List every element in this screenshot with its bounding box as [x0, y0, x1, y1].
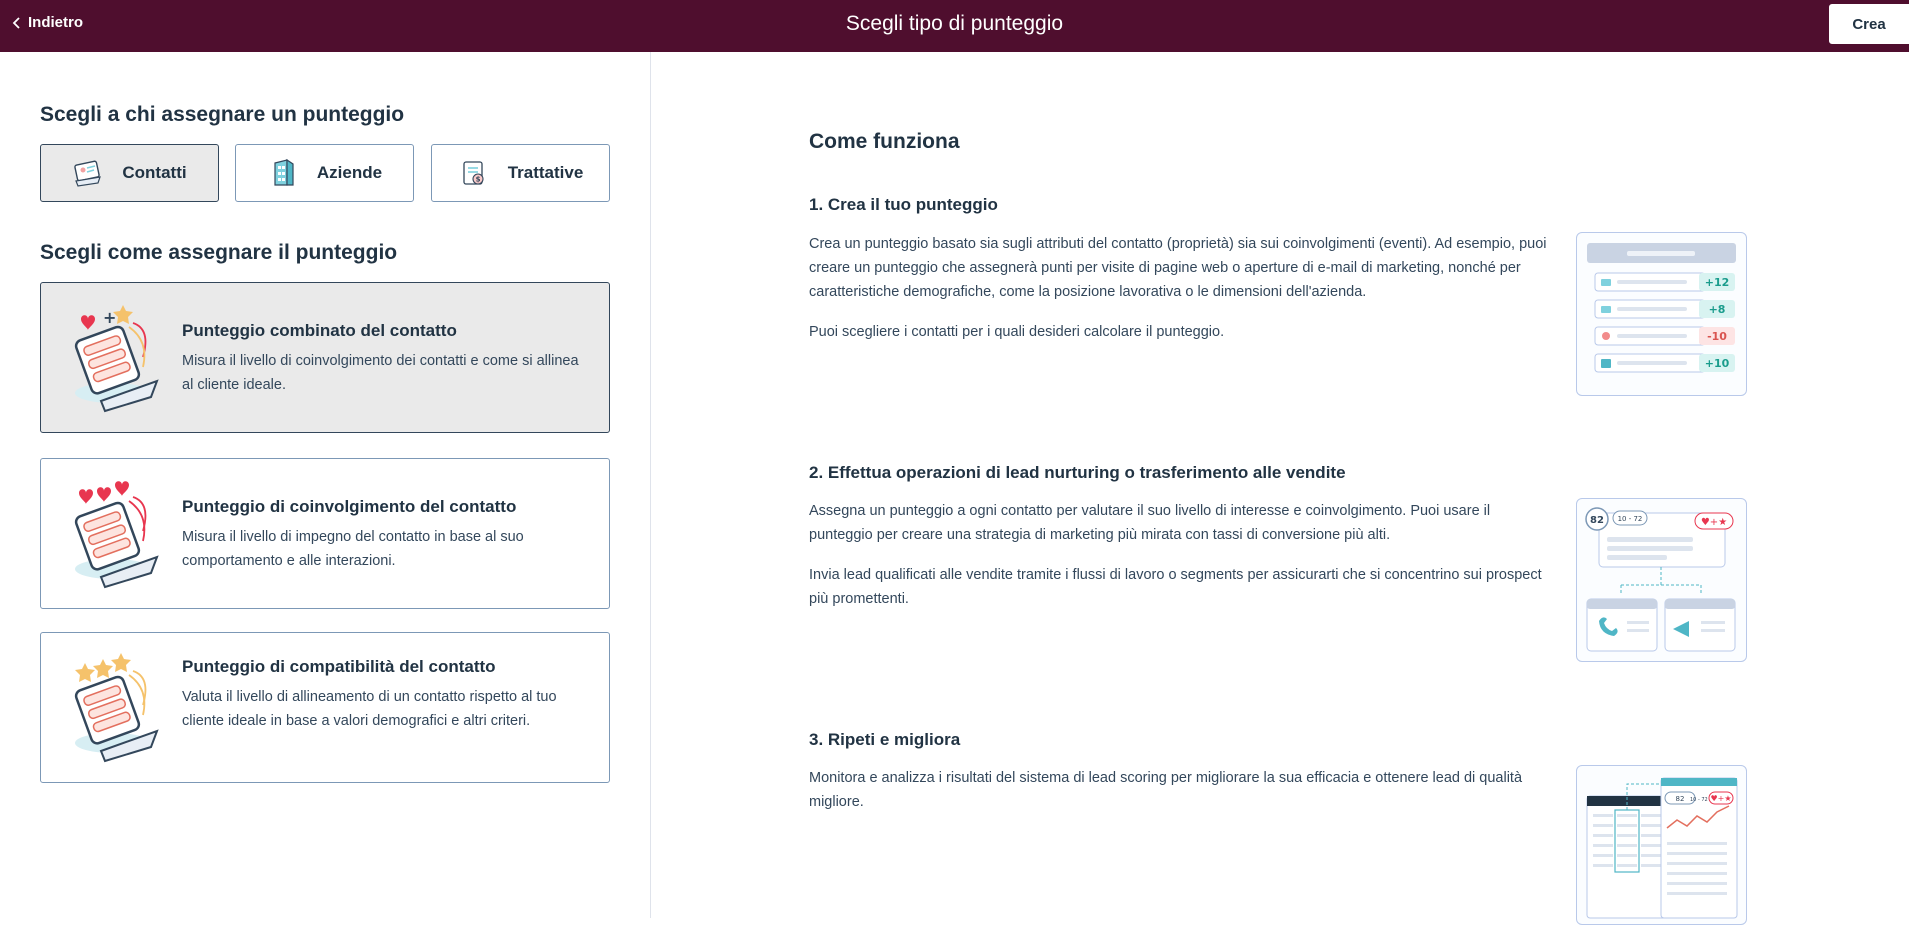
step-1-illustration: [1576, 232, 1747, 396]
create-button[interactable]: Crea: [1829, 4, 1909, 44]
svg-text:♥+★: ♥+★: [1700, 517, 1728, 528]
card-title: Punteggio di compatibilità del contatto: [182, 657, 496, 676]
step-paragraph: Crea un punteggio basato sia sugli attributi del contatto (proprietà) sia sui coinvolgimenti (eventi). Ad esempio, puoi creare un punteggio che assegnerà punti per visite di pagine web o aperture di e-mail di marketing, nonché per caratteristiche demografiche, come la posizione lavorativa o le dimensioni dell'azienda.: [809, 236, 1547, 300]
who-section-title: Scegli a chi assegnare un punteggio: [40, 103, 405, 126]
svg-text:♥+★: ♥+★: [1710, 794, 1732, 803]
card-title: Punteggio combinato del contatto: [182, 321, 457, 340]
score-range: 10 - 72: [1617, 515, 1643, 523]
how-it-works-pane: [652, 52, 1909, 918]
step-paragraph: Assegna un punteggio a ogni contatto per valutare il suo livello di interesse e coinvolgimento. Puoi usare il punteggio per creare una strategia di marketing più mirata con tassi di conversione più alti.: [809, 503, 1491, 543]
svg-text:$: $: [475, 175, 481, 184]
card-title: Punteggio di coinvolgimento del contatto: [182, 497, 517, 516]
fit-score-icon: [71, 651, 161, 763]
how-it-works-title: Come funziona: [809, 130, 960, 153]
object-label: Contatti: [122, 163, 187, 182]
step-title: 1. Crea il tuo punteggio: [809, 195, 998, 214]
card-description: Misura il livello di coinvolgimento dei contatti e come si allinea al cliente ideale.: [182, 353, 579, 393]
page-title: Scegli tipo di punteggio: [845, 12, 1064, 35]
combined-score-icon: [71, 301, 161, 413]
step-title: 3. Ripeti e migliora: [809, 730, 961, 749]
step-paragraph: Puoi scegliere i contatti per i quali desideri calcolare il punteggio.: [809, 324, 1225, 340]
object-button-contacts[interactable]: [40, 144, 219, 202]
score-value: 82: [1590, 515, 1604, 526]
top-bar: [0, 0, 1909, 52]
score-value: 82: [1675, 795, 1685, 803]
svg-text:+: +: [103, 308, 117, 327]
contacts-icon: [72, 157, 104, 189]
left-pane: [0, 52, 651, 918]
object-label: Aziende: [316, 163, 383, 182]
score-badge: -10: [1707, 330, 1727, 343]
object-button-deals[interactable]: [431, 144, 610, 202]
score-badge: +12: [1704, 276, 1730, 289]
step-title: 2. Effettua operazioni di lead nurturing o trasferimento alle vendite: [809, 463, 1346, 482]
back-label: Indietro: [28, 14, 83, 31]
score-range: 10 - 72: [1690, 797, 1708, 803]
score-type-engagement[interactable]: [40, 458, 610, 609]
step-paragraph: Invia lead qualificati alle vendite tramite i flussi di lavoro o segments per assicurarti che si concentrino sui prospect più promettenti.: [809, 567, 1542, 607]
score-type-fit[interactable]: [40, 632, 610, 783]
object-label: Trattative: [507, 163, 584, 182]
score-badge: +10: [1704, 357, 1730, 370]
step-paragraph: Monitora e analizza i risultati del sistema di lead scoring per migliorare la sua efficacia e ottenere lead di qualità migliore.: [809, 770, 1523, 810]
score-badge: +8: [1708, 303, 1726, 316]
engagement-score-icon: [71, 477, 161, 589]
step-3-illustration: [1576, 765, 1747, 925]
step-2-illustration: [1576, 498, 1747, 662]
card-description: Misura il livello di impegno del contatto in base al suo comportamento e alle interazioni.: [182, 529, 524, 569]
object-button-companies[interactable]: [235, 144, 414, 202]
card-description: Valuta il livello di allineamento di un contatto rispetto al tuo cliente ideale in base a valori demografici e altri criteri.: [182, 689, 557, 729]
deals-icon: [458, 157, 490, 189]
companies-icon: [267, 157, 299, 189]
score-type-combined[interactable]: [40, 282, 610, 433]
how-section-title: Scegli come assegnare il punteggio: [40, 241, 398, 264]
